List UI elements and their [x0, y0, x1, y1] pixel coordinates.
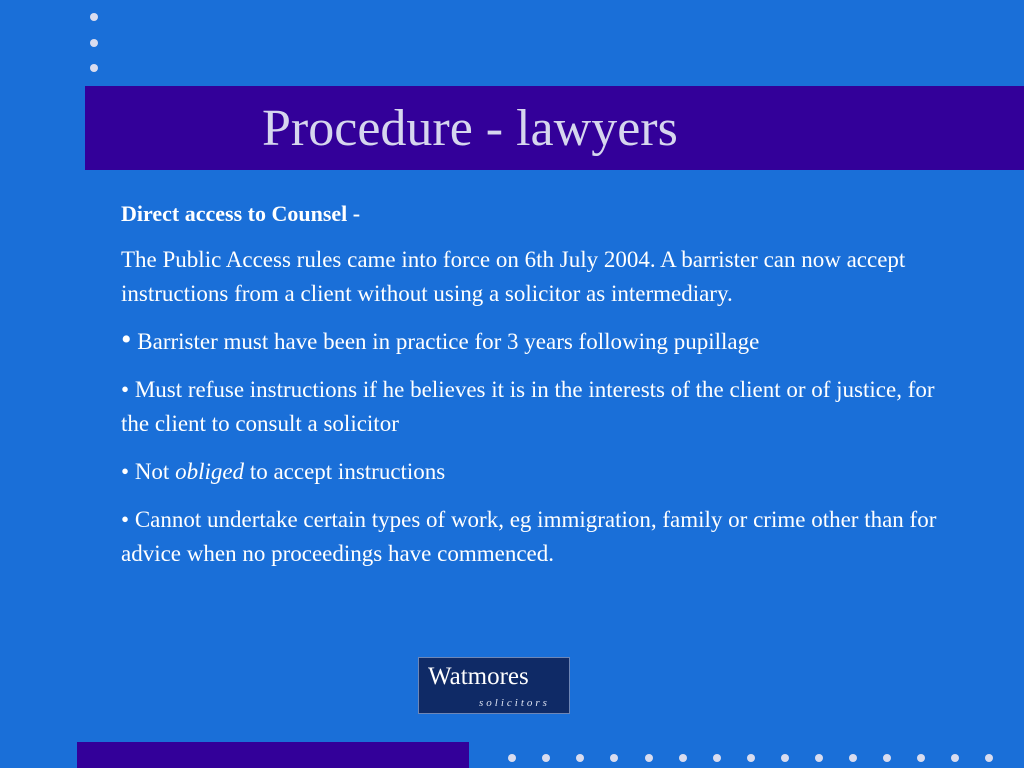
- bullet-item: [121, 503, 961, 571]
- footer-band: [77, 742, 469, 768]
- decorative-dot: [508, 754, 516, 762]
- slide-title: Procedure - lawyers: [262, 100, 678, 157]
- decorative-dot: [542, 754, 550, 762]
- decorative-dot: [917, 754, 925, 762]
- decorative-dot: [951, 754, 959, 762]
- decorative-dot: [645, 754, 653, 762]
- decorative-dot: [713, 754, 721, 762]
- watmores-logo: [418, 657, 570, 714]
- bullet-text: Must refuse instructions if he believes it is in the interests of the client or of justice, for the client to consult a solicitor: [121, 377, 935, 436]
- bullet-emphasis: obliged: [175, 459, 245, 484]
- bullet-marker: •: [121, 507, 130, 532]
- decorative-dot: [849, 754, 857, 762]
- logo-name: Watmores: [428, 663, 529, 690]
- decorative-dot: [90, 64, 98, 72]
- bullet-item: [121, 323, 961, 359]
- decorative-dot: [576, 754, 584, 762]
- bullet-text: Barrister must have been in practice for 3 years following pupillage: [137, 329, 760, 354]
- decorative-dot: [747, 754, 755, 762]
- decorative-dot: [781, 754, 789, 762]
- bullet-text: Not: [134, 459, 176, 484]
- decorative-dot: [90, 13, 98, 21]
- decorative-dot: [985, 754, 993, 762]
- bullet-text: Cannot undertake certain types of work, eg immigration, family or crime other than for advice when no proceedings have commenced.: [121, 507, 937, 566]
- bullet-marker: •: [121, 323, 132, 356]
- decorative-dot: [90, 39, 98, 47]
- decorative-dot: [679, 754, 687, 762]
- logo-subtitle: solicitors: [479, 697, 550, 709]
- decorative-dot: [610, 754, 618, 762]
- section-heading: Direct access to Counsel -: [121, 201, 361, 226]
- bullet-text: to accept instructions: [244, 459, 446, 484]
- decorative-dot: [883, 754, 891, 762]
- decorative-dot: [815, 754, 823, 762]
- bullet-item: [121, 373, 961, 441]
- slide-content: [121, 197, 961, 585]
- intro-paragraph: The Public Access rules came into force on 6th July 2004. A barrister can now accept instructions from a client without using a solicitor as intermediary.: [121, 247, 906, 306]
- bullet-marker: •: [121, 377, 130, 402]
- bullet-marker: •: [121, 459, 130, 484]
- bullet-item: [121, 455, 961, 489]
